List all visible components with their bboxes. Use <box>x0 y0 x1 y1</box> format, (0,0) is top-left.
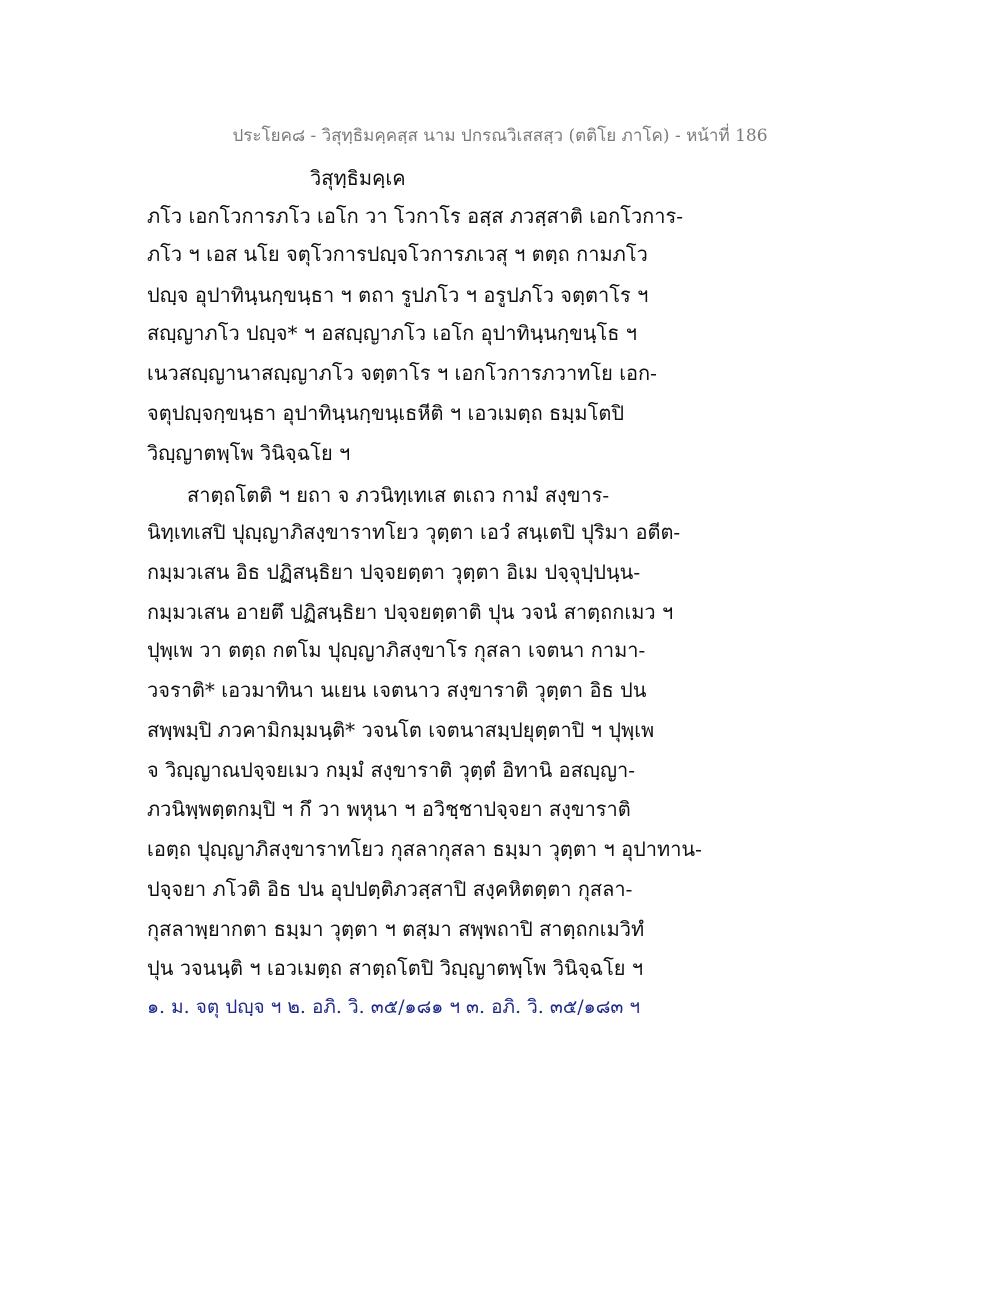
body-line-7: วิญฺญาตพฺโพ วินิจฺฉโย ฯ <box>147 441 351 465</box>
body-line-19: กุสลาพฺยากตา ธมฺมา วุตฺตา ฯ ตสฺมา สพฺพถาปิ สาตฺถกเมวิทํ <box>147 917 645 941</box>
body-line-9: นิทฺเทเสปิ ปุญฺญาภิสงฺขาราทโยว วุตฺตา เอวํ สนฺเตปิ ปุริมา อตีต- <box>147 520 681 544</box>
body-line-20: ปุน วจนนฺติ ฯ เอวเมตฺถ สาตฺถโตปิ วิญฺญาตพฺโพ วินิจฺฉโย ฯ <box>147 956 644 980</box>
body-line-17: เอตฺถ ปุญฺญาภิสงฺขาราทโยว กุสลากุสลา ธมฺมา วุตฺตา ฯ อุปาทาน- <box>147 837 702 861</box>
body-line-12: ปุพฺเพ วา ตตฺถ กตโม ปุญฺญาภิสงฺขาโร กุสลา เจตนา กามา- <box>147 638 646 662</box>
body-line-6: จตุปญฺจกฺขนฺธา อุปาทินฺนกฺขนฺเธหีติ ฯ เอวเมตฺถ ธมฺมโตปิ <box>147 401 625 425</box>
body-line-16: ภวนิพฺพตฺตกมฺปิ ฯ กึ วา พหุนา ฯ อวิชฺชาปจฺจยา สงฺขาราติ <box>147 797 631 821</box>
body-line-14: สพฺพมฺปิ ภวคามิกมฺมนฺติ* วจนโต เจตนาสมฺปยุตฺตาปิ ฯ ปุพฺเพ <box>147 718 655 742</box>
body-line-10: กมฺมวเสน อิธ ปฏิสนฺธิยา ปจฺจยตฺตา วุตฺตา อิเม ปจฺจุปฺปนฺน- <box>147 560 641 584</box>
body-line-8: สาตฺถโตติ ฯ ยถา จ ภวนิทฺเทเส ตเถว กามํ สงฺขาร- <box>187 483 610 507</box>
body-line-11: กมฺมวเสน อายตึ ปฏิสนฺธิยา ปจฺจยตฺตาติ ปุน วจนํ สาตฺถกเมว ฯ <box>147 600 674 624</box>
body-line-1: ภโว เอกโวการภโว เอโก วา โวกาโร อสฺส ภวสฺสาติ เอกโวการ- <box>147 204 684 228</box>
footnote: ๑. ม. จตุ ปญฺจ ฯ ๒. อภิ. วิ. ๓๕/๑๘๑ ฯ ๓. อภิ. วิ. ๓๕/๑๘๓ ฯ <box>147 996 641 1018</box>
body-line-15: จ วิญฺญาณปจฺจยเมว กมฺมํ สงฺขาราติ วุตฺตํ อิทานิ อสญฺญา- <box>147 758 635 782</box>
book-title: วิสุทฺธิมคฺเค <box>310 166 406 190</box>
body-line-4: สญฺญาภโว ปญฺจ* ฯ อสญฺญาภโว เอโก อุปาทินฺนกฺขนฺโธ ฯ <box>147 321 637 345</box>
running-header: ประโยค๘ - วิสุทฺธิมคฺคสฺส นาม ปกรณวิเสสสฺว (ตติโย ภาโค) - หน้าที่ 186 <box>232 126 768 146</box>
body-line-2: ภโว ฯ เอส นโย จตุโวการปญฺจโวการภเวสุ ฯ ตตฺถ กามภโว <box>147 242 648 266</box>
body-line-13: วจราติ* เอวมาทินา นเยน เจตนาว สงฺขาราติ วุตฺตา อิธ ปน <box>147 678 647 702</box>
body-line-3: ปญฺจ อุปาทินฺนกฺขนฺธา ฯ ตถา รูปภโว ฯ อรูปภโว จตฺตาโร ฯ <box>147 283 649 307</box>
body-line-18: ปจฺจยา ภโวติ อิธ ปน อุปปตฺติภวสฺสาปิ สงฺคหิตตฺตา กุสลา- <box>147 877 633 901</box>
body-line-5: เนวสญฺญานาสญฺญาภโว จตฺตาโร ฯ เอกโวการภวาทโย เอก- <box>147 361 657 385</box>
